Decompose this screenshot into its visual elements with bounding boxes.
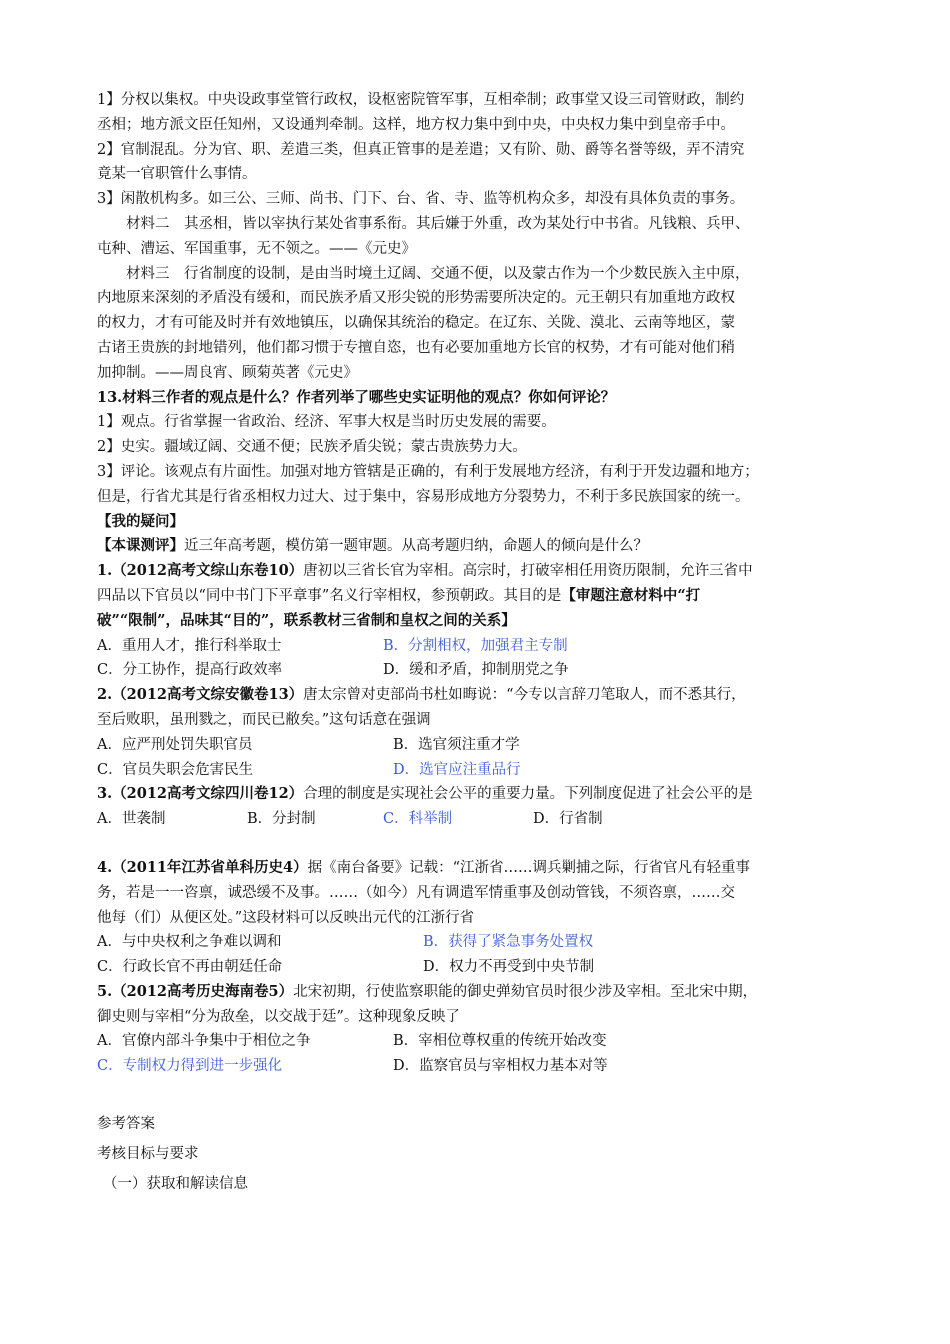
my-questions-heading: 【我的疑问】 (97, 512, 184, 530)
option-d: D．监察官员与宰相权力基本对等 (393, 1058, 608, 1075)
question-4-stem: 他每（们）从便区处。”这段材料可以反映出元代的江浙行省 (97, 909, 475, 926)
text-line: 2】官制混乱。分为官、职、差遣三类，但真正管事的是差遣；又有阶、勋、爵等名誉等级，弄不清究 (97, 141, 745, 158)
option-c: C．官员失职会危害民生 (97, 761, 254, 778)
exam-tip: 【审题注意材料中“打 (561, 586, 701, 604)
question-2-stem: 至后败职，虽刑戮之，而民已敝矣。”这句话意在强调 (97, 711, 431, 728)
option-d: D．行省制 (533, 811, 603, 828)
material-two-line: 材料二 其丞相，皆以宰执行某处省事系衔。其后嫌于外重，改为某处行中书省。凡钱粮、兵甲、 (126, 215, 750, 232)
question-5-stem: 御史则与宰相“分为敌垒，以交战于廷”。这种现象反映了 (97, 1008, 460, 1025)
question-source: 5.（2012高考历史海南卷5） (97, 982, 294, 1000)
question-source: 2.（2012高考文综安徽卷13） (97, 686, 304, 704)
question-4-stem: 4.（2011年江苏省单科历史4）据《南台备要》记载：“江浙省……调兵剿捕之际，行省官凡有轻重事 (97, 858, 751, 876)
question-2-stem: 2.（2012高考文综安徽卷13）唐太宗曾对吏部尚书杜如晦说：“今专以言辞刀笔取人，而不悉其行， (97, 686, 746, 704)
answers-heading: 参考答案 (97, 1116, 155, 1133)
option-d: D．缓和矛盾，抑制朋党之争 (383, 662, 569, 679)
option-b: B．分封制 (247, 811, 316, 828)
question-3-stem: 3.（2012高考文综四川卷12）合理的制度是实现社会公平的重要力量。下列制度促进了社会公平的是 (97, 785, 753, 803)
material-three-line: 内地原来深刻的矛盾没有缓和，而民族矛盾又形尖锐的形势需要所决定的。元王朝只有加重地方政权 (97, 290, 735, 307)
material-three-line: 古诸王贵族的封地错列，他们都习惯于专擅自恣，也有必要加重地方长官的权势，才有可能对他们稍 (97, 339, 735, 356)
material-two-line: 屯种、漕运、军国重事，无不领之。——《元史》 (97, 240, 416, 257)
option-c: C．行政长官不再由朝廷任命 (97, 959, 283, 976)
answer-line: 3】评论。该观点有片面性。加强对地方管辖是正确的，有利于发展地方经济，有利于开发边疆和地方； (97, 463, 759, 480)
option-row (97, 733, 867, 758)
text-line: 丞相；地方派文臣任知州，又设通判牵制。这样，地方权力集中到中央，中央权力集中到皇帝手中。 (97, 116, 735, 133)
option-d-correct: D．选官应注重品行 (393, 761, 521, 778)
document-page (97, 88, 867, 1199)
exam-tip: 破”“限制”，品味其“目的”，联系教材三省制和皇权之间的关系】 (97, 611, 516, 629)
option-b-correct: B．分割相权，加强君主专制 (383, 637, 568, 654)
spacer (97, 832, 867, 856)
question-source: 1.（2012高考文综山东卷10） (97, 562, 304, 580)
answer-line: 1】观点。行省掌握一省政治、经济、军事大权是当时历史发展的需要。 (97, 414, 556, 431)
text-line: 竟某一官职管什么事情。 (97, 166, 257, 183)
material-three-line: 材料三 行省制度的设制，是由当时境土辽阔、交通不便，以及蒙古作为一个少数民族入主中原， (126, 265, 750, 282)
text-line: 3】闲散机构多。如三公、三师、尚书、门下、台、省、寺、监等机构众多，却没有具体负责的事务。 (97, 191, 745, 208)
option-row (97, 807, 867, 832)
option-c: C．分工协作，提高行政效率 (97, 662, 283, 679)
evaluation-text: 近三年高考题，模仿第一题审题。从高考题归纳，命题人的倾向是什么？ (184, 538, 648, 555)
answer-line: 但是，行省尤其是行省丞相权力过大、过于集中，容易形成地方分裂势力，不利于多民族国家的统一。 (97, 488, 750, 505)
option-c-correct: C．专制权力得到进一步强化 (97, 1058, 283, 1075)
answer-line: 2】史实。疆域辽阔、交通不便；民族矛盾尖锐；蒙古贵族势力大。 (97, 439, 527, 456)
option-row (97, 758, 867, 783)
option-b: B．选官须注重才学 (393, 736, 520, 753)
evaluation-heading: 【本课测评】 (97, 537, 184, 555)
option-b: B．宰相位尊权重的传统开始改变 (393, 1033, 607, 1050)
goals-heading: 考核目标与要求 (97, 1146, 199, 1163)
option-c-correct: C．科举制 (383, 811, 453, 828)
option-a: A．世袭制 (97, 811, 166, 828)
question-13: 13.材料三作者的观点是什么？作者列举了哪些史实证明他的观点？你如何评论？ (97, 388, 616, 406)
option-row (97, 955, 867, 980)
spacer (97, 1079, 867, 1103)
option-a: A．应严刑处罚失职官员 (97, 736, 253, 753)
option-row (97, 930, 867, 955)
option-row (97, 634, 867, 659)
evaluation-intro (97, 534, 867, 559)
option-a: A．官僚内部斗争集中于相位之争 (97, 1033, 311, 1050)
question-1-stem: 1.（2012高考文综山东卷10）唐初以三省长官为宰相。高宗时，打破宰相任用资历限制，允许三省中 (97, 562, 753, 580)
question-1-stem: 四品以下官员以“同中书门下平章事”名义行宰相权，参预朝政。其目的是【审题注意材料中“打 (97, 586, 701, 604)
option-row (97, 1029, 867, 1054)
option-b-correct: B．获得了紧急事务处置权 (423, 934, 594, 951)
question-source: 3.（2012高考文综四川卷12） (97, 785, 304, 803)
option-a: A．重用人才，推行科举取士 (97, 637, 282, 654)
question-5-stem: 5.（2012高考历史海南卷5）北宋初期，行使监察职能的御史弹劾官员时很少涉及宰相。至北宋中期， (97, 982, 758, 1000)
option-d: D．权力不再受到中央节制 (423, 959, 595, 976)
option-a: A．与中央权利之争难以调和 (97, 934, 282, 951)
material-three-line: 加抑制。——周良宵、顾菊英著《元史》 (97, 364, 358, 381)
option-row (97, 658, 867, 683)
text-line: 1】分权以集权。中央设政事堂管行政权，设枢密院管军事，互相牵制；政事堂又设三司管财政，制约 (97, 92, 745, 108)
material-three-line: 的权力，才有可能及时并有效地镇压，以确保其统治的稳定。在辽东、关陇、漠北、云南等地区，蒙 (97, 315, 735, 332)
goals-item: （一）获取和解读信息 (103, 1176, 248, 1193)
option-row (97, 1054, 867, 1079)
question-4-stem: 务，若是一一咨禀，诚恐缓不及事。……（如今）凡有调遣军情重事及创动管钱，不须咨禀，……交 (97, 884, 735, 901)
question-source: 4.（2011年江苏省单科历史4） (97, 858, 308, 876)
